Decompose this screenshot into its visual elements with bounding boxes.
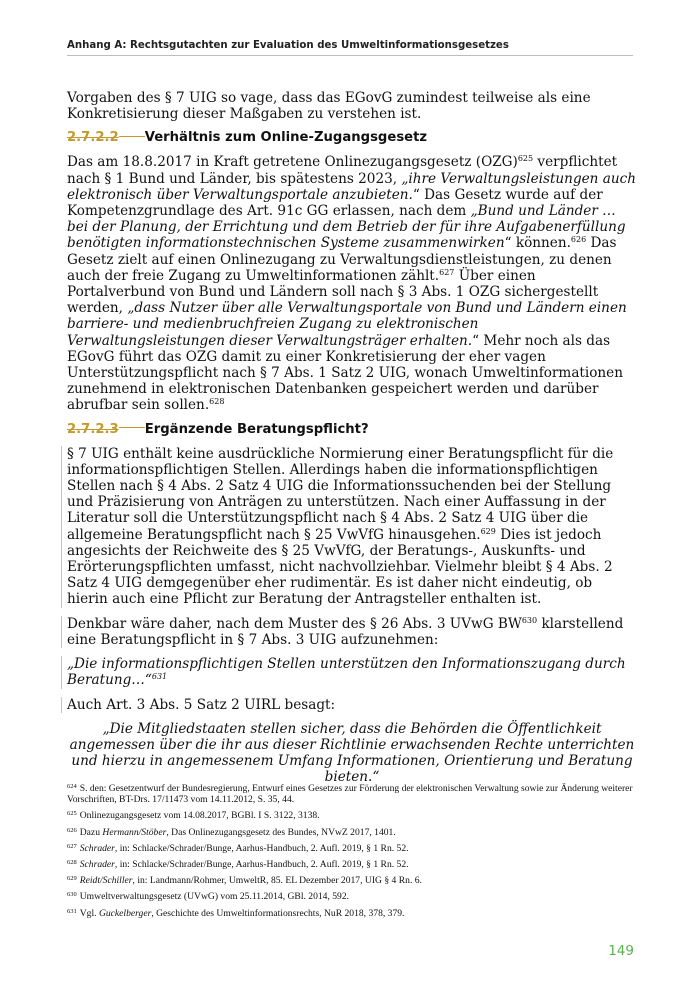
footnote-text: , in: Schlacke/Schrader/Bunge, Aarhus-Handbuch, 2. Aufl. 2019, § 1 Rn. 52.	[114, 842, 409, 854]
footnote-number: 628	[67, 859, 77, 867]
text-run: Über einen Portalverbund von Bund und Ländern soll nach § 3 Abs. 1 OZG sichergestellt werden,	[67, 267, 599, 317]
text-run: verpflichtet nach § 1 Bund und Länder, bis spätestens 2023,	[67, 154, 618, 187]
section-number: 2.7.2.3	[67, 421, 119, 437]
section-heading-2-7-2-3	[67, 422, 637, 438]
footnote-624	[67, 783, 637, 805]
strike-line	[119, 427, 145, 428]
footnote-ref[interactable]: 626	[570, 235, 587, 245]
running-header: Anhang A: Rechtsgutachten zur Evaluation des Umweltinformationsgesetzes	[67, 40, 633, 56]
footnote-ref[interactable]: 628	[209, 397, 225, 407]
footnote-number: 627	[67, 842, 77, 850]
paragraph-5: Auch Art. 3 Abs. 5 Satz 2 UIRL besagt:	[61, 697, 637, 713]
footnote-author: Schrader	[79, 859, 115, 871]
quote-text: „Bund und Länder … bei der Planung, der Errichtung und dem Betrieb der für ihre Aufgabenerfüllung benötigten informationstechnischen Systeme zusammenwirken	[67, 203, 626, 252]
footnote-text: Vgl.	[79, 907, 99, 919]
footnote-number: 625	[67, 810, 77, 818]
footnote-ref[interactable]: 627	[439, 267, 455, 277]
footnote-629	[67, 875, 637, 886]
text-run: klarstellend eine Beratungspflicht in § 7 Abs. 3 UIG aufzunehmen:	[67, 615, 624, 648]
text-run: “ Das Gesetz wurde auf der Kompetenzgrundlage des Art. 91c GG erlassen, nach dem	[67, 186, 603, 220]
footnote-number: 626	[67, 826, 77, 834]
footnote-625	[67, 810, 637, 821]
footnote-ref[interactable]: 631	[151, 672, 168, 682]
footnote-text: S. den: Gesetzentwurf der Bundesregierung, Entwurf eines Gesetzes zur Förderung der elektronischen Verwaltung sowie zur Änderung weiterer Vorschriften, BT-Drs. 17/11473 vom 14.11.2012, S. 35, 44.	[67, 783, 633, 806]
text-run: Das am 18.8.2017 in Kraft getretene Onlinezugangsgesetz (OZG)	[67, 154, 518, 171]
footnote-text: , Geschichte des Umweltinformationsrechts, NuR 2018, 378, 379.	[151, 907, 405, 919]
text-run: Dies ist jedoch angesichts der Reichweite des § 25 VwVfG, der Beratungs-, Auskunfts- und Erörterungspflichten umfasst, nicht nachvollziehbar. Vielmehr bleibt § 4 Abs. 2 Satz 4 UIG demgegenüber eher rudimentär. Es ist daher nicht eindeutig, ob hierin auch eine Pflicht zur Beratung der Antragsteller enthalten ist.	[67, 526, 613, 608]
footnote-ref[interactable]: 629	[480, 526, 496, 536]
quote-text: „dass Nutzer über alle Verwaltungsportale von Bund und Ländern einen barriere- und medienbruchfreien Zugang zu elektronischen Verwaltungsleistungen dieser Verwaltungsträger erhalten.	[67, 300, 627, 349]
footnote-text: Onlinezugangsgesetz vom 14.08.2017, BGBl. I S. 3122, 3138.	[79, 810, 320, 822]
footnote-text: , Das Onlinezugangsgesetz des Bundes, NVwZ 2017, 1401.	[166, 826, 396, 838]
footnote-author: Reidt/Schiller	[79, 875, 133, 887]
text-run: Denkbar wäre daher, nach dem Muster des § 26 Abs. 3 UVwG BW	[67, 615, 522, 632]
footnote-author: Hermann/Stöber	[102, 826, 167, 838]
footnote-ref[interactable]: 625	[517, 154, 534, 164]
strike-line	[119, 136, 145, 137]
footnote-text: Dazu	[79, 826, 103, 838]
footnote-ref[interactable]: 630	[521, 615, 538, 625]
footnote-text: Umweltverwaltungsgesetz (UVwG) vom 25.11.2014, GBl. 2014, 592.	[79, 891, 350, 903]
footnote-631	[67, 908, 637, 919]
text-run: Das Gesetz zielt auf einen Onlinezugang zu Verwaltungsdienstleistungen, zu denen auch der freie Zugang zu Umweltinformationen zählt.	[67, 235, 617, 284]
footnotes	[67, 783, 637, 924]
paragraph-2	[67, 154, 637, 413]
footnote-number: 630	[67, 891, 77, 899]
footnote-number: 629	[67, 875, 77, 883]
main-content	[67, 90, 637, 794]
block-quote-2: „Die Mitgliedstaaten stellen sicher, dass die Behörden die Öffentlichkeit angemessen über die ihr aus dieser Richtlinie erwachsenden Rechte unterrichten und hierzu in angemessenem Umfang Informationen, Orientierung und Beratung bieten.“	[69, 720, 635, 786]
footnote-628	[67, 859, 637, 870]
paragraph-4	[61, 616, 637, 648]
quote-text: „Die informationspflichtigen Stellen unterstützen den Informationszugang durch Beratung…“	[67, 656, 626, 689]
footnote-630	[67, 891, 637, 902]
section-title: Ergänzende Beratungspflicht?	[144, 421, 369, 437]
page-number: 149	[608, 943, 634, 959]
section-number: 2.7.2.2	[67, 130, 119, 146]
block-quote-1	[61, 656, 637, 688]
text-run: § 7 UIG enthält keine ausdrückliche Normierung einer Beratungspflicht für die informationspflichtigen Stellen. Allerdings haben die informationspflichtigen Stellen nach § 4 Abs. 2 Satz 4 UIG die Informationssuchenden bei der Stellung und Präzisierung von Anträgen zu unterstützen. Nach einer Auffassung in der Literatur soll die Unterstützungspflicht nach § 4 Abs. 2 Satz 4 UIG über die allgemeine Beratungspflicht nach § 25 VwVfG hinausgehen.	[67, 445, 614, 543]
footnote-text: , in: Schlacke/Schrader/Bunge, Aarhus-Handbuch, 2. Aufl. 2019, § 1 Rn. 52.	[114, 859, 409, 871]
footnote-627	[67, 843, 637, 854]
footnote-text: , in: Landmann/Rohmer, UmweltR, 85. EL Dezember 2017, UIG § 4 Rn. 6.	[132, 875, 422, 887]
section-heading-2-7-2-2	[67, 130, 637, 146]
footnote-author: Guckelberger	[98, 907, 152, 919]
footnote-number: 624	[67, 783, 77, 790]
footnote-author: Schrader	[79, 842, 115, 854]
quote-text: „ihre Verwaltungsleistungen auch elektronisch über Verwaltungsportale anzubieten.	[67, 170, 636, 203]
paragraph-1: Vorgaben des § 7 UIG so vage, dass das EGovG zumindest teilweise als eine Konkretisierung dieser Maßgaben zu verstehen ist.	[67, 90, 591, 123]
footnote-number: 631	[67, 907, 77, 915]
footnote-626	[67, 827, 637, 838]
text-run: “ können.	[504, 235, 571, 252]
section-title: Verhältnis zum Online-Zugangsgesetz	[144, 130, 428, 146]
text-run: “ Mehr noch als das EGovG führt das OZG damit zu einer Konkretisierung der eher vagen Unterstützungspflicht nach § 7 Abs. 1 Satz 2 UIG, wonach Umweltinformationen zunehmend in elektronischen Datenbanken gespeichert werden und darüber abrufbar sein sollen.	[67, 332, 623, 414]
paragraph-3	[61, 446, 637, 608]
